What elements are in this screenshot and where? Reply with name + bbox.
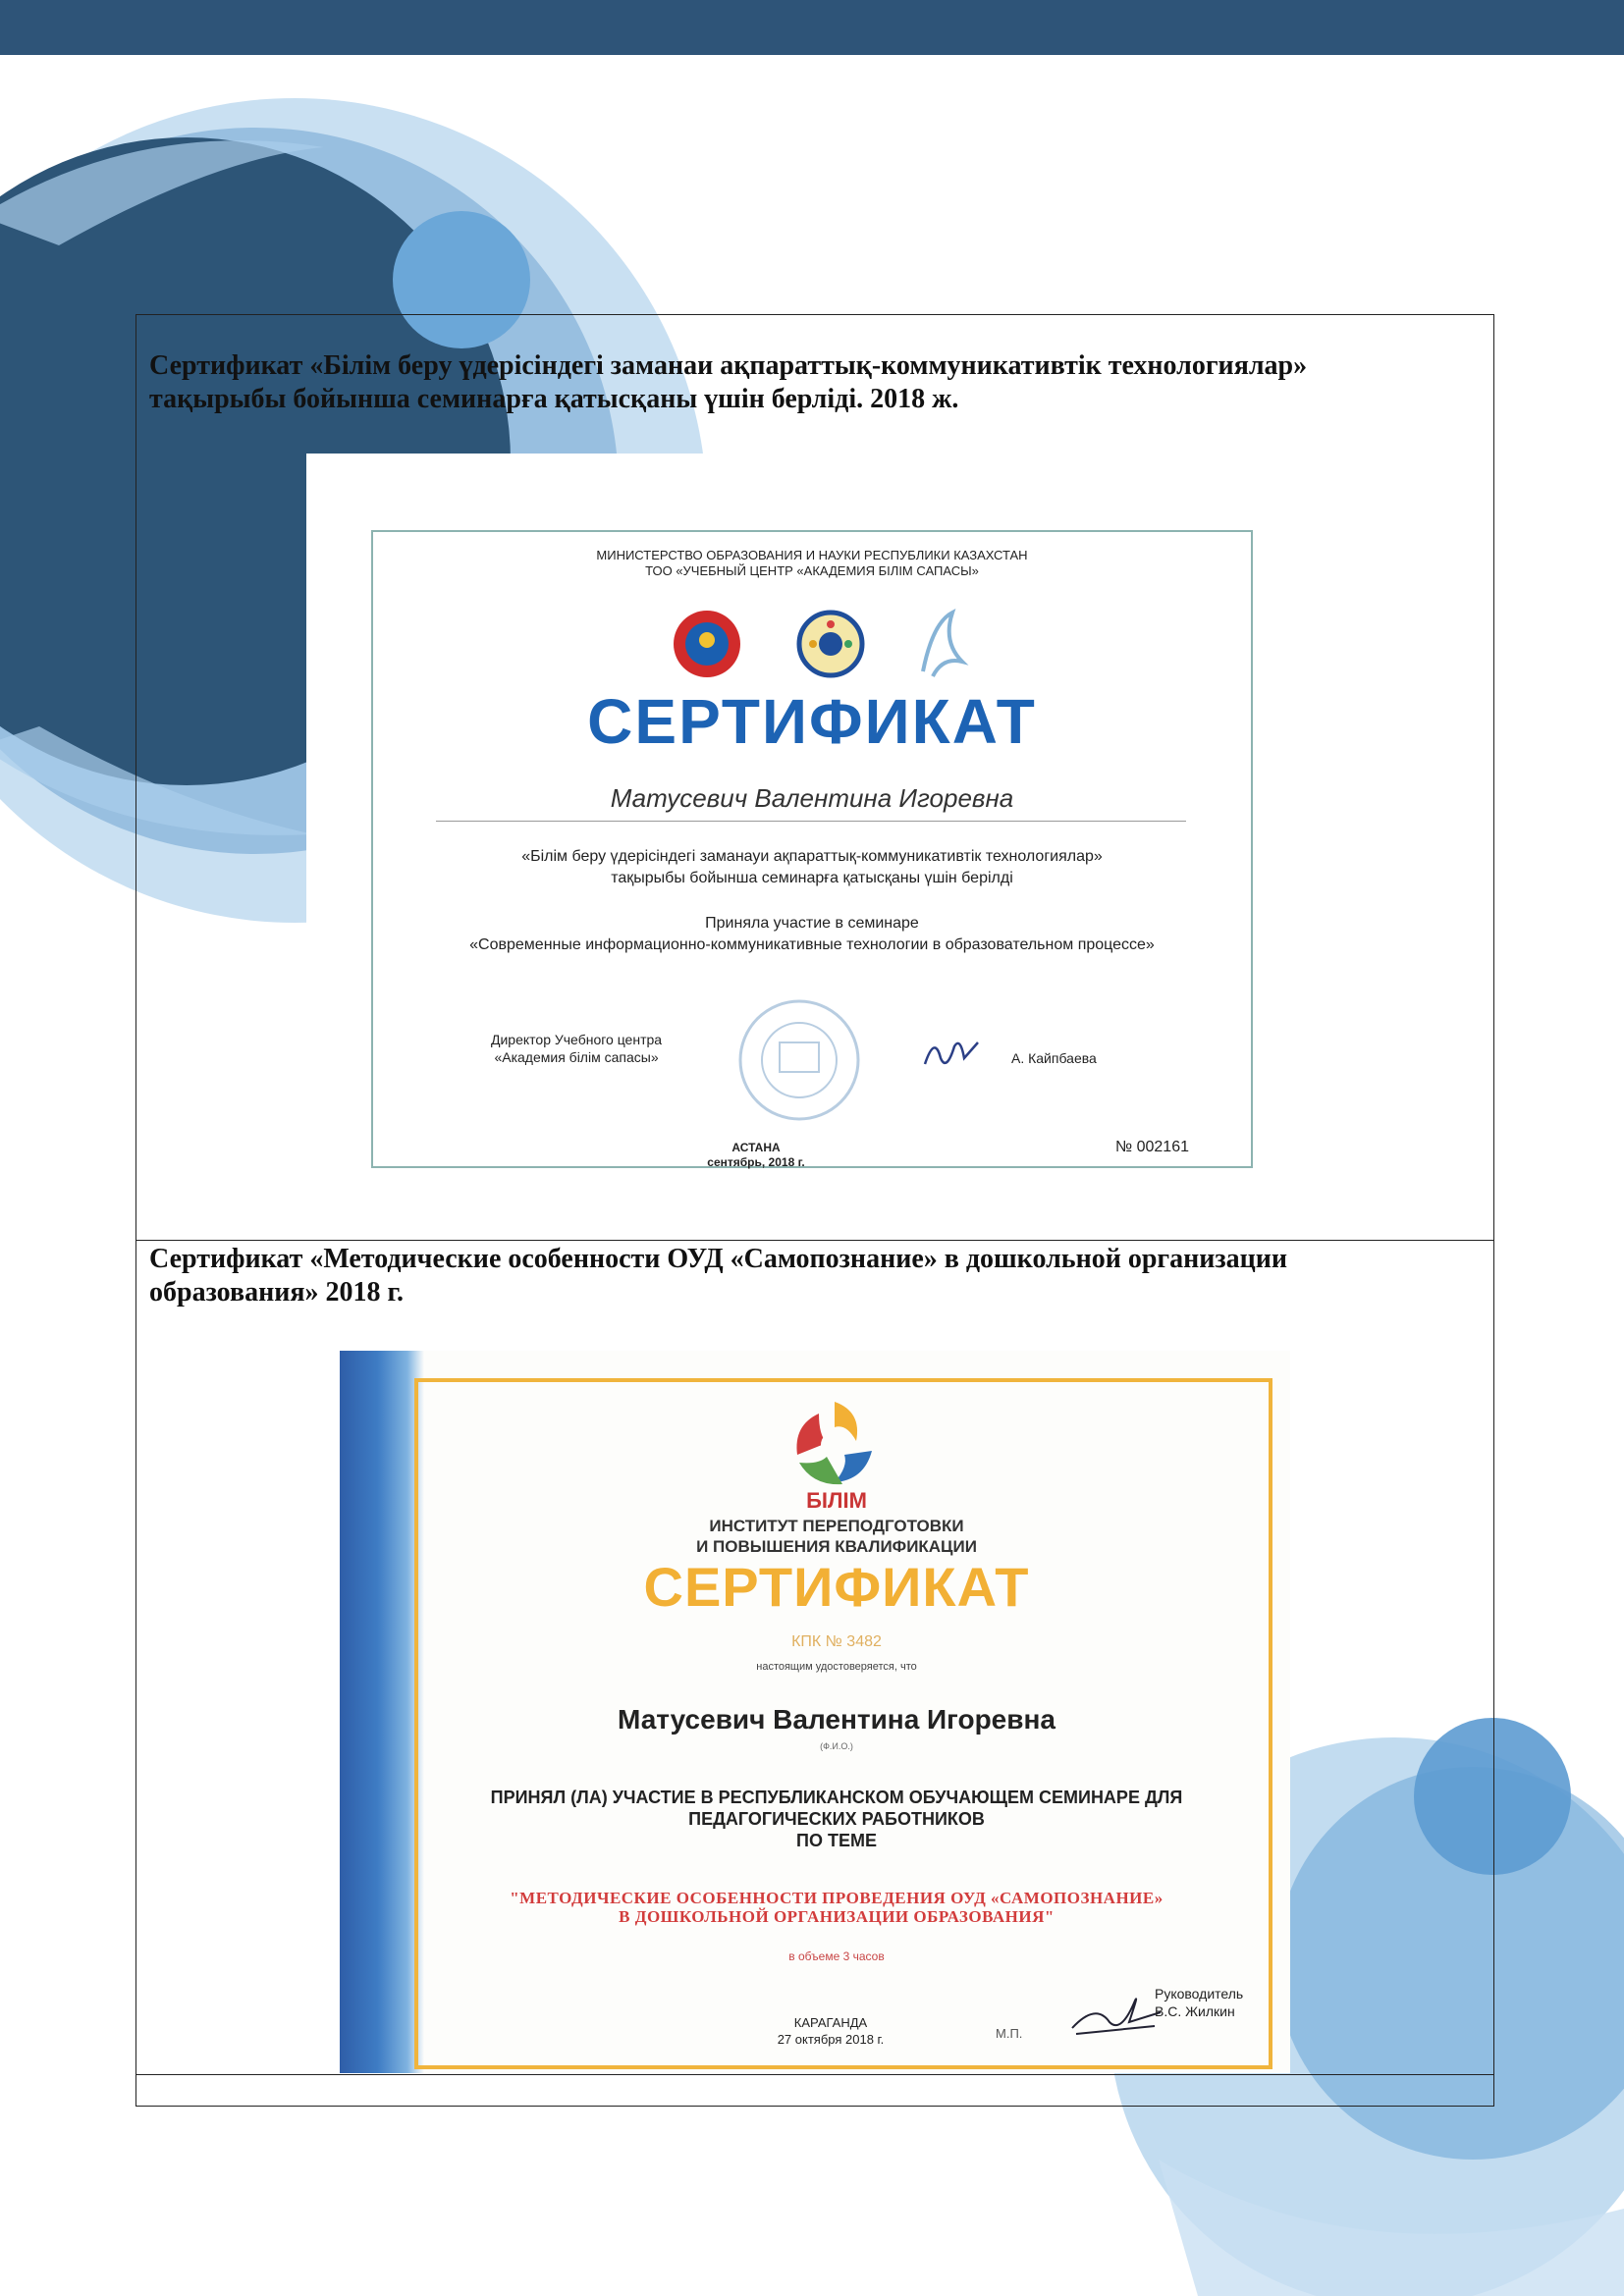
caption-line: образования» 2018 г. bbox=[149, 1277, 405, 1308]
caption-line: Сертификат «Методические особенности ОУД «Самопознание» в дошкольной организации bbox=[149, 1244, 1288, 1274]
abs-monogram-icon bbox=[913, 603, 982, 685]
recipient-name: Матусевич Валентина Игоревна bbox=[610, 783, 1014, 813]
description-line: тақырыбы бойынша семинарға қатысқаны үшін берілді bbox=[611, 870, 1013, 886]
volume-label: в объеме 3 часов bbox=[788, 1949, 885, 1963]
participation-line: ПО ТЕМЕ bbox=[796, 1831, 877, 1850]
director-line: Директор Учебного центра bbox=[491, 1032, 663, 1047]
certifies-text: настоящим удостоверяется, что bbox=[756, 1661, 917, 1673]
certificate-number: № 002161 bbox=[1115, 1139, 1189, 1155]
description-line: «Современные информационно-коммуникативные технологии в образовательном процессе» bbox=[469, 936, 1155, 953]
issue-place-date bbox=[609, 1141, 903, 1170]
signatory-name: А. Кайпбаева bbox=[1011, 1050, 1097, 1066]
caption-line: тақырыбы бойынша семинарға қатысқаны үшін берліді. 2018 ж. bbox=[149, 384, 959, 414]
head-signatory bbox=[1155, 1985, 1243, 2020]
ministry-line: МИНИСТЕРСТВО ОБРАЗОВАНИЯ И НАУКИ РЕСПУБЛИКИ КАЗАХСТАН bbox=[596, 548, 1028, 562]
bilim-logo-icon bbox=[784, 1394, 886, 1492]
kpk-number: КПК № 3482 bbox=[791, 1633, 882, 1650]
section-caption-2 bbox=[149, 1243, 1465, 1309]
header-bar bbox=[0, 0, 1624, 55]
academy-logo-icon bbox=[791, 605, 870, 683]
certificate-title: СЕРТИФИКАТ bbox=[587, 686, 1037, 757]
section-caption-1 bbox=[149, 349, 1465, 416]
blue-side-band bbox=[340, 1351, 424, 2073]
certificate-image-1 bbox=[306, 454, 1249, 1188]
caption-line: Сертификат «Білім беру үдерісіндегі заманаи ақпараттық-коммуникативтік технологиялар» bbox=[149, 350, 1308, 381]
theme-line: "МЕТОДИЧЕСКИЕ ОСОБЕННОСТИ ПРОВЕДЕНИЯ ОУД «САМОПОЗНАНИЕ» bbox=[510, 1889, 1164, 1907]
kazakh-description bbox=[373, 846, 1251, 889]
official-stamp-icon bbox=[731, 991, 868, 1129]
row-divider bbox=[136, 2074, 1493, 2075]
brand-name: БІЛІМ bbox=[806, 1488, 867, 1513]
recipient-name: Матусевич Валентина Игоревна bbox=[618, 1704, 1056, 1735]
certificate-frame bbox=[371, 530, 1253, 1168]
city-label: АСТАНА bbox=[731, 1141, 781, 1154]
issue-place-date bbox=[713, 2014, 948, 2048]
signature-icon bbox=[1066, 1983, 1164, 2042]
description-line: «Білім беру үдерісіндегі заманауи ақпараттық-коммуникативтік технологиялар» bbox=[521, 848, 1103, 865]
director-line: «Академия білім сапасы» bbox=[494, 1049, 659, 1065]
institute-line: ИНСТИТУТ ПЕРЕПОДГОТОВКИ bbox=[709, 1517, 964, 1535]
head-title: Руководитель bbox=[1155, 1986, 1244, 2002]
institute-line: И ПОВЫШЕНИЯ КВАЛИФИКАЦИИ bbox=[696, 1537, 977, 1556]
seminar-theme bbox=[434, 1889, 1239, 1926]
row-divider bbox=[136, 1240, 1493, 1241]
russian-description bbox=[373, 913, 1251, 956]
director-title bbox=[491, 1031, 662, 1066]
description-line: Приняла участие в семинаре bbox=[705, 915, 919, 932]
astana-emblem-icon bbox=[668, 605, 746, 683]
head-name: В.С. Жилкин bbox=[1155, 2003, 1235, 2019]
city-label: КАРАГАНДА bbox=[793, 2015, 868, 2030]
theme-line: В ДОШКОЛЬНОЙ ОРГАНИЗАЦИИ ОБРАЗОВАНИЯ" bbox=[619, 1907, 1055, 1926]
ministry-line: ТОО «УЧЕБНЫЙ ЦЕНТР «АКАДЕМИЯ БІЛІМ САПАСЫ» bbox=[645, 563, 979, 578]
date-label: сентябрь, 2018 г. bbox=[707, 1155, 805, 1169]
signature-icon bbox=[919, 1029, 988, 1078]
stamp-label: М.П. bbox=[996, 2026, 1023, 2041]
certificate-title: СЕРТИФИКАТ bbox=[643, 1556, 1030, 1618]
ministry-header bbox=[373, 548, 1251, 579]
certificate-image-2 bbox=[340, 1351, 1290, 2073]
participation-line: ПЕДАГОГИЧЕСКИХ РАБОТНИКОВ bbox=[688, 1809, 985, 1829]
fio-label: (Ф.И.О.) bbox=[820, 1741, 853, 1751]
date-label: 27 октября 2018 г. bbox=[777, 2032, 885, 2047]
institute-name bbox=[434, 1516, 1239, 1557]
participation-text bbox=[434, 1787, 1239, 1851]
participation-line: ПРИНЯЛ (ЛА) УЧАСТИЕ В РЕСПУБЛИКАНСКОМ ОБУЧАЮЩЕМ СЕМИНАРЕ ДЛЯ bbox=[490, 1788, 1183, 1807]
divider-line bbox=[436, 821, 1186, 822]
